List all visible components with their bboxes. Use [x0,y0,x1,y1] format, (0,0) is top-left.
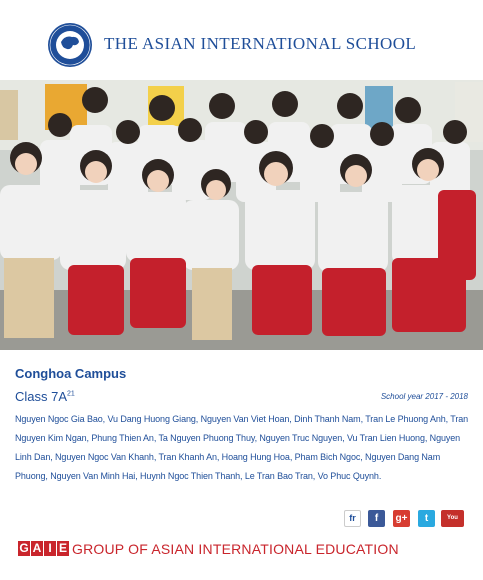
gaie-letter: E [58,541,67,556]
footer-brand [18,540,399,558]
youtube-icon[interactable]: You Tube [441,510,464,527]
gaie-letter: I [44,541,56,556]
gaie-letter: A [32,541,42,556]
facebook-icon[interactable]: f [368,510,385,527]
class-superscript: 21 [67,390,75,398]
fr-icon[interactable]: fr [344,510,361,527]
student-names: Nguyen Ngoc Gia Bao, Vu Dang Huong Giang, Nguyen Van Viet Hoan, Dinh Thanh Nam, Tran Le Phuong Anh, Tran Nguyen Kim Ngan, Phung Thien An, Ta Nguyen Phuong Thuy, Nguyen Truc Nguyen, Vu Tran Lien Huong, Nguyen Linh Dan, Nguyen Ngoc Van Khanh, Tran Khanh An, Hoang Hung Hoa, Pham Bich Ngoc, Nguyen Dang Nam Phuong, Nguyen Van Minh Hai, Huynh Ngoc Thien Thanh, Le Tran Bao Tran, Vo Phuc Quynh. [15,414,469,481]
twitter-icon[interactable]: t [418,510,435,527]
class-label [15,389,75,404]
group-name: GROUP OF ASIAN INTERNATIONAL EDUCATION [72,540,399,557]
school-name: THE ASIAN INTERNATIONAL SCHOOL [104,34,417,53]
class-photo [0,80,483,350]
gaie-letter: G [19,541,29,556]
class-name: Class 7A [15,389,68,404]
school-year: School year 2017 - 2018 [380,392,468,401]
school-logo-icon [47,22,93,68]
googleplus-icon[interactable]: g+ [393,510,410,527]
class-group-photo-icon [0,80,483,350]
campus-title: Conghoa Campus [15,366,127,381]
header [0,0,483,80]
